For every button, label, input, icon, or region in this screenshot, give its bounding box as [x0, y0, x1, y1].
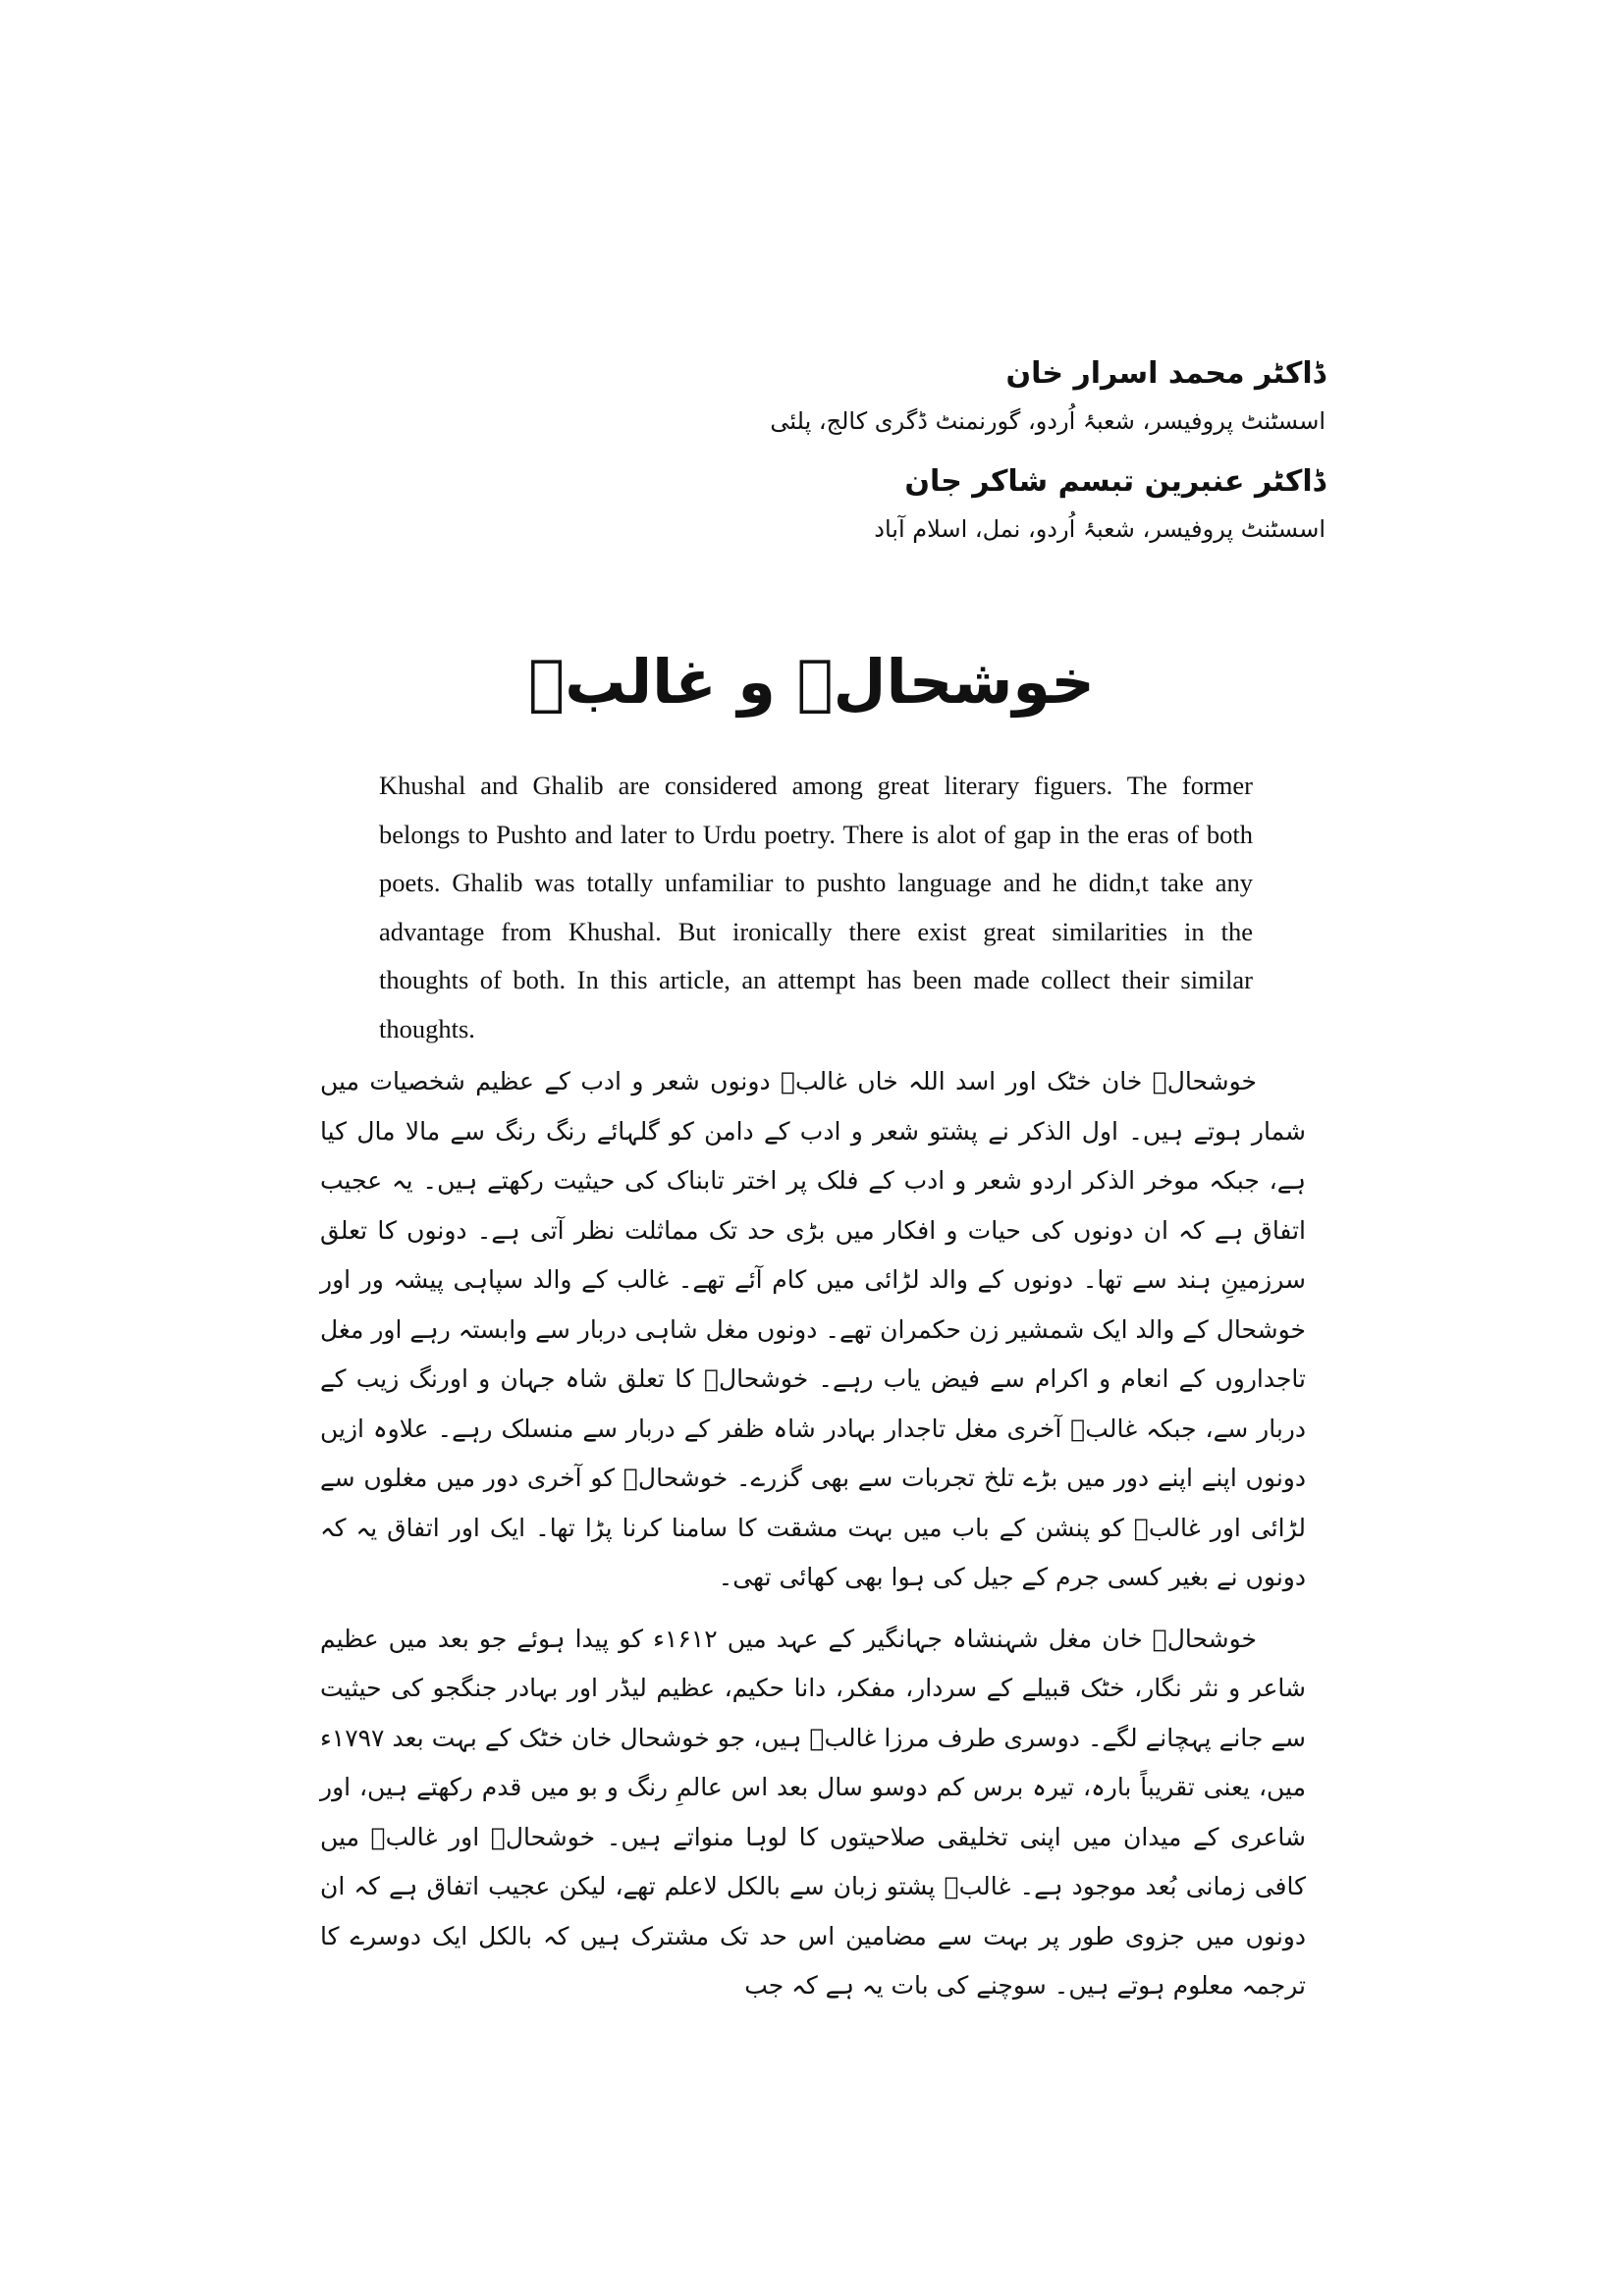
abstract-text: Khushal and Ghalib are considered among great literary figuers. The former belongs to Pushto and later to Urdu poetry. There is alot of gap in the eras of both poets. Ghalib was totally unfamiliar to pushto language and he didn,t take any advantage from Khushal. But ironically there exist great similarities in the thoughts of both. In this article, an attempt has been made collect their similar thoughts.: [379, 771, 1253, 1043]
body-paragraph-1: خوشحالؔ خان خٹک اور اسد اللہ خاں غالبؔ دونوں شعر و ادب کے عظیم شخصیات میں شمار ہوتے ہیں۔ اول الذکر نے پشتو شعر و ادب کے دامن کو گلہائے رنگ رنگ سے مالا مال کیا ہے، جبکہ موخر الذکر اردو شعر و ادب کے فلک پر اختر تابناک کی حیثیت رکھتے ہیں۔ یہ عجیب اتفاق ہے کہ ان دونوں کی حیات و افکار میں بڑی حد تک مماثلت نظر آتی ہے۔ دونوں کا تعلق سرزمینِ ہند سے تھا۔ دونوں کے والد لڑائی میں کام آئے تھے۔ غالب کے والد سپاہی پیشہ ور اور خوشحال کے والد ایک شمشیر زن حکمران تھے۔ دونوں مغل شاہی دربار سے وابستہ رہے اور مغل تاجداروں کے انعام و اکرام سے فیض یاب رہے۔ خوشحالؔ کا تعلق شاہ جہان و اورنگ زیب کے دربار سے، جبکہ غالبؔ آخری مغل تاجدار بہادر شاہ ظفر کے دربار سے منسلک رہے۔ علاوہ ازیں دونوں اپنے اپنے دور میں بڑے تلخ تجربات سے بھی گزرے۔ خوشحالؔ کو آخری دور میں مغلوں سے لڑائی اور غالبؔ کو پنشن کے باب میں بہت مشقت کا سامنا کرنا پڑا تھا۔ ایک اور اتفاق یہ کہ دونوں نے بغیر کسی جرم کے جیل کی ہوا بھی کھائی تھی۔: [320, 1067, 1306, 1591]
author-affiliation-1: اسسٹنٹ پروفیسر، شعبۂ اُردو، گورنمنٹ ڈگری کالج، پلئی: [770, 407, 1325, 435]
author-name-2: ڈاکٹر عنبرین تبسم شاکر جان: [904, 464, 1325, 499]
author-name-1: ڈاکٹر محمد اسرار خان: [1005, 356, 1325, 391]
article-body: [320, 1057, 1306, 2023]
author-affiliation-2: اسسٹنٹ پروفیسر، شعبۂ اُردو، نمل، اسلام آباد: [874, 515, 1325, 543]
body-paragraph-2: خوشحالؔ خان مغل شہنشاہ جہانگیر کے عہد میں ۱۶۱۲ء کو پیدا ہوئے جو بعد میں عظیم شاعر و نثر نگار، خٹک قبیلے کے سردار، مفکر، دانا حکیم، عظیم لیڈر اور بہادر جنگجو کی حیثیت سے جانے پہچانے لگے۔ دوسری طرف مرزا غالبؔ ہیں، جو خوشحال خان خٹک کے بہت بعد ۱۷۹۷ء میں، یعنی تقریباً بارہ، تیرہ برس کم دوسو سال بعد اس عالمِ رنگ و بو میں قدم رکھتے ہیں، اور شاعری کے میدان میں اپنی تخلیقی صلاحیتوں کا لوہا منواتے ہیں۔ خوشحالؔ اور غالبؔ میں کافی زمانی بُعد موجود ہے۔ غالبؔ پشتو زبان سے بالکل لاعلم تھے، لیکن عجیب اتفاق ہے کہ ان دونوں میں جزوی طور پر بہت سے مضامین اس حد تک مشترک ہیں کہ بالکل ایک دوسرے کا ترجمہ معلوم ہوتے ہیں۔ سوچنے کی بات یہ ہے کہ جب: [320, 1624, 1306, 2000]
author-block: [236, 349, 1325, 565]
article-title: خوشحالؔ و غالبؔ: [528, 646, 1095, 718]
